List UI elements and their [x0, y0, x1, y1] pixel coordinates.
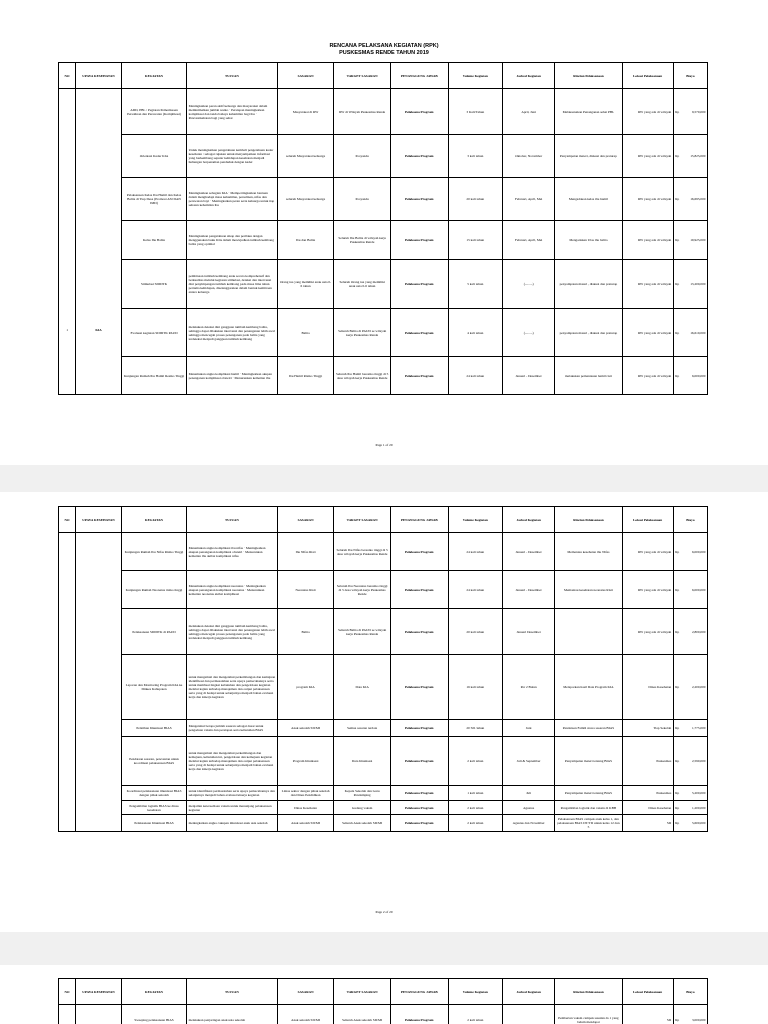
cell-biaya — [673, 221, 707, 260]
cell-target: Posyandu — [334, 178, 391, 221]
cell-kegiatan: Laporan dan Monitoring Program KIA ke Dinkes Kabupaten — [121, 655, 186, 720]
amount: 2,200,000 — [691, 685, 706, 689]
currency-label: Rp — [675, 685, 680, 689]
cell-tujuan: melakukan deteksi dini gangguan tumbuh kembang balita, sehingga dapat dilakukan intervensi dan penanganan lebih awal sehingga mencegah proses penanganan pada balita yang terdeteksi menjadi gangguan tumbuh kembang — [187, 609, 278, 655]
cell-volume: 3 Kali/Tahun — [448, 89, 502, 135]
cell-pj: Pelaksana Program — [390, 89, 448, 135]
biaya-value — [675, 238, 705, 242]
cell-biaya — [673, 260, 707, 309]
cell-sasaran: seluruh Masyarakat keluarga — [277, 135, 334, 178]
cell-pj: Pelaksana Program — [390, 357, 448, 395]
cell-lokasi: Tiap Sekolah — [622, 720, 673, 737]
cell-jadwal: Agustus — [503, 801, 555, 815]
rpk-table-page-1 — [58, 62, 708, 395]
cell-volume: 24 kali tahun — [448, 571, 502, 609]
table-row — [59, 357, 708, 395]
biaya-value — [675, 806, 705, 810]
currency-label: Rp — [675, 805, 680, 810]
table-row — [59, 135, 708, 178]
table-row — [59, 655, 708, 720]
table-row — [59, 533, 708, 571]
cell-sasaran: Masyarakat di RW — [277, 89, 334, 135]
amount: 6,000,000 — [691, 587, 706, 592]
biaya-value — [675, 588, 705, 592]
cell-sasaran: Ibu Nifas Risti — [277, 533, 334, 571]
currency-label: Rp — [675, 373, 680, 378]
title-line-2: PUSKESMAS RENDE TAHUN 2019 — [339, 49, 429, 56]
cell-target: Kepala Sekolah dan Guru Pendamping — [334, 786, 391, 801]
table-row — [59, 786, 708, 801]
page-separator — [0, 932, 768, 965]
cell-lokasi: Dinas Kesehatan — [622, 801, 673, 815]
header-biaya: Biaya — [673, 979, 707, 1005]
cell-target: Seluruh Balita di PAUD se wilayah kerja Puskesmas Rende — [334, 609, 391, 655]
cell-jadwal: Januari - Desember — [503, 357, 555, 395]
cell-rincian: Mengadakan Ulas ibu balita — [555, 221, 622, 260]
cell-sasaran: Anak sekolah SD/MI — [277, 1005, 334, 1024]
cell-pj: Pelaksana Program — [390, 135, 448, 178]
header-jadwal: Jadwal Kegiatan — [503, 507, 555, 533]
header-upaya: UPAYA KESEHATAN — [76, 507, 122, 533]
cell-rincian: Penyampaian materi tentang BIAS — [555, 786, 622, 801]
cell-jadwal: Agustus dan November — [503, 815, 555, 832]
cell-volume: 20 SD /tahun — [448, 720, 502, 737]
cell-target: Data Imunisasi — [334, 737, 391, 786]
currency-label: Rp — [675, 282, 680, 286]
cell-sasaran: Program Imunisasi — [277, 737, 334, 786]
currency-label: Rp — [675, 1017, 680, 1022]
cell-jadwal: Januari - Desember — [503, 571, 555, 609]
cell-tujuan: Menemukan angka komplikasi hamil · Meningkatkan akupan penanganan komplikasi obstetri · Menurunkan kematian ibu — [187, 357, 278, 395]
cell-pj: Pelaksana Program — [390, 786, 448, 801]
cell-tujuan: pembinaan tumbuh kembang anak secara komprehensif dan berkualitas melalui kegiatan stimulasi, deteksi dan intervensi dini penyimpangan tumbuh kembang pada masa lima tahun pertama kehidupan, diselenggarakan dalam bentuk kemitraan antara keluarga — [187, 260, 278, 309]
rpk-table-page-3 — [58, 978, 708, 1024]
biaya-value — [675, 821, 705, 825]
cell-biaya — [673, 720, 707, 737]
cell-tujuan: Meningkatkan peran aktif keluarga dan masyarakat dalam meminimalkan jumlah resiko · Persiapan meningkatkan komplikasi dan tanda bahaya kehamilan bagi ibu · Pencatatkehatan bagi yang sehat — [187, 89, 278, 135]
header-pj: PENANGGUNG JAWAB — [390, 63, 448, 89]
table-row — [59, 260, 708, 309]
cell-rincian: Memantau kesehatan neonatus Risti — [555, 571, 622, 609]
cell-jadwal: Per 2 Bulan — [503, 655, 555, 720]
header-biaya: Biaya — [673, 63, 707, 89]
cell-pj: Pelaksana Program — [390, 801, 448, 815]
cell-sasaran: program KIA — [277, 655, 334, 720]
cell-target: Gudang vaksin — [334, 801, 391, 815]
cell-lokasi: RW yang ada di wilayah — [622, 357, 673, 395]
page-separator — [0, 465, 768, 492]
cell-jadwal: Januari Desember — [503, 609, 555, 655]
cell-kegiatan: Stimulasi SDIDTK — [121, 260, 186, 309]
cell-target: Data KIA — [334, 655, 391, 720]
cell-no — [59, 533, 76, 832]
cell-rincian: Pemberian vaksin campak susulan ds 1 yang belum mendapat — [555, 1005, 622, 1024]
cell-biaya — [673, 357, 707, 395]
header-lokasi: Lokasi Pelaksanaan — [622, 979, 673, 1005]
cell-volume: 24 kali tahun — [448, 357, 502, 395]
cell-lokasi: Puskesmas — [622, 737, 673, 786]
document-page-3 — [0, 965, 768, 1024]
cell-pj: Pelaksana Program — [390, 571, 448, 609]
cell-upaya: KIA — [76, 89, 122, 395]
cell-sasaran: Neonatus Risti — [277, 571, 334, 609]
cell-volume: 2 kali tahun — [448, 737, 502, 786]
cell-jadwal: Juli & September — [503, 737, 555, 786]
cell-kegiatan: ADD, PBL / Pegiatan Pemeriksaan Persalinan dan Perawatan (Komplikasi) — [121, 89, 186, 135]
header-upaya: UPAYA KESEHATAN — [76, 979, 122, 1005]
currency-label: Rp — [675, 759, 680, 763]
header-tujuan: TUJUAN — [187, 507, 278, 533]
cell-target: Seluruh Ibu Hamil beresiko tinggi di 5 desa wilayah kerja Puskesmas Rende — [334, 357, 391, 395]
cell-upaya — [76, 533, 122, 832]
header-rincian: Rincian Pelaksanaan — [555, 507, 622, 533]
table-row — [59, 89, 708, 135]
biaya-value — [675, 759, 705, 763]
page-footer: Page 2 of 20 — [375, 910, 393, 914]
currency-label: Rp — [675, 549, 680, 554]
header-volume: Volume Kegiatan — [448, 507, 502, 533]
cell-tujuan: melakukan deteksi dini gangguan tumbuh kembang balita, sehingga dapat dilakukan intervensi dan penanganan lebih awal sehingga mencegah proses penanganan pada balita yang terdeteksi menjadi gangguan tumbuh kembang — [187, 309, 278, 357]
cell-pj: Pelaksana Program — [390, 260, 448, 309]
cell-target: Semua sasaran terdata — [334, 720, 391, 737]
cell-rincian: Pengambilan logistik dan vaksin di KBB — [555, 801, 622, 815]
rpk-table-page-2 — [58, 506, 708, 832]
header-sasaran: SASARAN — [277, 979, 334, 1005]
amount: 5,600,000 — [691, 821, 706, 825]
cell-pj: Pelaksana Program — [390, 815, 448, 832]
cell-sasaran: Lintas sektor dengan pihak sekolah dan Dinas Pendidikan — [277, 786, 334, 801]
cell-target: Posyandu — [334, 135, 391, 178]
header-tujuan: TUJUAN — [187, 63, 278, 89]
cell-biaya — [673, 786, 707, 801]
cell-rincian — [555, 609, 622, 655]
cell-rincian: Pendataan Famili siswa sasaran BIAS — [555, 720, 622, 737]
cell-lokasi: RW yang ada di wilayah — [622, 609, 673, 655]
cell-tujuan: Untuk meningkatkan pengetahuan kembali pengetahuan kader kesehatan : sebagai rujukan untuk menyampaikan informasi yang berkembang seputar kehidupan kesehatan menjadi hubungan berpenaman penduduk dengan kader — [187, 135, 278, 178]
table-row — [59, 1005, 708, 1024]
cell-rincian: Melaksanakan Penanganan sehat PBL — [555, 89, 622, 135]
currency-label: Rp — [675, 791, 680, 795]
cell-pj: Pelaksana Program — [390, 1005, 448, 1024]
cell-jadwal: Juni — [503, 720, 555, 737]
cell-sasaran: Orang tua yang memiliki anak usia 0-6 tahun — [277, 260, 334, 309]
cell-biaya — [673, 609, 707, 655]
cell-tujuan: meningkatkan angka cakupan imunisasi anak usia sekolah — [187, 815, 278, 832]
table-row — [59, 221, 708, 260]
amount: 16,695,000 — [690, 197, 706, 201]
currency-label: Rp — [675, 330, 680, 335]
cell-tujuan: untuk identifikasi permasalahan serta upaya pemecahannya dan selanjutnya menjadi bahan evaluasi kinerja kegiatan — [187, 786, 278, 801]
amount: 6,000,000 — [691, 549, 706, 554]
cell-sasaran: Ibu dan Balita — [277, 221, 334, 260]
cell-pj: Pelaksana Program — [390, 655, 448, 720]
cell-rincian: Pelaksanaan BIAS campak anak kelas 1, dan pelaksanaan BIAS DT/TD untuk kelas 12 dan 5 — [555, 815, 622, 832]
cell-lokasi: RW yang ada di wilayah — [622, 260, 673, 309]
cell-rincian: Melaporkan hasil Data Program KIA — [555, 655, 622, 720]
cell-pj: Pelaksana Program — [390, 737, 448, 786]
table-row — [59, 815, 708, 832]
cell-tujuan: Menemukan angka komplikasi neonatus · Meningkatkan akupan penanganan komplikasi neonatus · Menurunkan kematian neonatus akibat komplikasi — [187, 571, 278, 609]
biaya-value — [675, 726, 705, 730]
cell-jadwal: Oktober, November — [503, 135, 555, 178]
cell-rincian: penyampaian materi , diskusi dan praturap — [555, 309, 622, 357]
cell-tujuan: Menemukan angka komplikasi ibu nifas · Meningkatkan akupan penanganan komplikasi obstetri · Menurunkan kematian ibu akibat komplikasi nifas — [187, 533, 278, 571]
cell-sasaran: Balita — [277, 309, 334, 357]
header-volume: Volume Kegiatan — [448, 63, 502, 89]
cell-lokasi: RW yang ada di wilayah — [622, 135, 673, 178]
cell-kegiatan: Koordinasi pelaksanaan imunisasi BIAS dengan pihak sekolah — [121, 786, 186, 801]
table-header-row — [59, 63, 708, 89]
cell-sasaran: Balita — [277, 609, 334, 655]
currency-label: Rp — [675, 197, 680, 201]
cell-biaya — [673, 89, 707, 135]
cell-target: Seluruh Ibu Balita di wilayah kerja Puskesmas Rende — [334, 221, 391, 260]
cell-volume: 4 kali tahun — [448, 309, 502, 357]
cell-volume: 2 kali tahun — [448, 801, 502, 815]
cell-rincian: Mengadakan kelas ibu hamil — [555, 178, 622, 221]
cell-biaya — [673, 178, 707, 221]
biaya-value — [675, 197, 705, 201]
page-footer: Page 1 of 20 — [375, 443, 393, 447]
cell-volume: 2 kali tahun — [448, 815, 502, 832]
cell-lokasi: RW yang ada di wilayah — [622, 309, 673, 357]
table-row — [59, 309, 708, 357]
table-header-row — [59, 979, 708, 1005]
amount: 9,570,000 — [691, 109, 706, 114]
biaya-value — [675, 685, 705, 689]
cell-kegiatan: Pengambilan logistik BIAS ke dinas kesehatan — [121, 801, 186, 815]
header-pj: PENANGGUNG JAWAB — [390, 979, 448, 1005]
cell-rincian: melakukan pemantauan hamil risti — [555, 357, 622, 395]
amount: 1,775,000 — [691, 726, 706, 730]
amount: 6,000,000 — [691, 373, 706, 378]
cell-lokasi: RW yang ada di wilayah — [622, 221, 673, 260]
cell-jadwal: April, Juni — [503, 89, 555, 135]
cell-jadwal: Februari, April, Mei — [503, 221, 555, 260]
cell-lokasi: RW yang ada di wilayah — [622, 533, 673, 571]
biaya-value — [675, 110, 705, 114]
cell-volume: 20 kali tahun — [448, 178, 502, 221]
cell-biaya — [673, 135, 707, 178]
cell-tujuan: untuk mengamati dan mengetahui perkembangan dan kemajuan, kebutuhan ini, pengelolaan dan kemajuan kegiatan melalui kajian terhadap manajemen dan output pelaksanaan serta yang di hadapi untuk selanjutnya menjadi bahan evaluasi kerja dan kinerja kegiatan — [187, 737, 278, 786]
header-kegiatan: KEGIATAN — [121, 507, 186, 533]
title-line-1: RENCANA PELAKSANA KEGIATAN (RPK) — [329, 43, 439, 49]
header-no: NO — [59, 979, 76, 1005]
cell-rincian: Memantau kesehatan ibu Nifas — [555, 533, 622, 571]
cell-pj: Pelaksana Program — [390, 720, 448, 737]
cell-jadwal: Januari - Desember — [503, 533, 555, 571]
cell-sasaran: seluruh Masyarakat keluarga — [277, 178, 334, 221]
currency-label: Rp — [675, 238, 680, 242]
currency-label: Rp — [675, 587, 680, 592]
cell-jadwal: (.........) — [503, 309, 555, 357]
document-page-2 — [0, 492, 768, 932]
cell-kegiatan: Pelaksanaan Kelas Ibu Hamil dan Kelas Balita di Tiap Desa (Promosi ASI DAN IMD) — [121, 178, 186, 221]
table-header-row — [59, 507, 708, 533]
cell-rincian: Penyampaian materi, diskusi dan praturap — [555, 135, 622, 178]
cell-volume: 15 kali tahun — [448, 221, 502, 260]
header-pj: PENANGGUNG JAWAB — [390, 507, 448, 533]
header-jadwal: Jadwal Kegiatan — [503, 979, 555, 1005]
header-upaya: UPAYA KESEHATAN — [76, 63, 122, 89]
amount: 5,200,000 — [691, 791, 706, 795]
amount: 16,610,000 — [690, 330, 706, 335]
cell-kegiatan: Kunjungan Rumah Ibu Hamil Resiko Tinggi — [121, 357, 186, 395]
header-target: TARGET SASARAN — [334, 507, 391, 533]
cell-target: Seluruh Ibu Nifas beresiko tinggi di 5 desa wilayah kerja Puskesmas Rende — [334, 533, 391, 571]
cell-volume: 24 kali tahun — [448, 533, 502, 571]
cell-pj: Pelaksana Program — [390, 221, 448, 260]
cell-kegiatan: Pelaksanaan SDIDTK di PAUD — [121, 609, 186, 655]
cell-target: Seluruh Anak sekolah SD/MI — [334, 1005, 391, 1024]
biaya-value — [675, 331, 705, 335]
amount: 2,800,000 — [691, 629, 706, 634]
currency-label: Rp — [675, 154, 680, 158]
cell-lokasi: SD — [622, 815, 673, 832]
header-target: TARGET SASARAN — [334, 979, 391, 1005]
cell-lokasi: RW yang ada di wilayah — [622, 571, 673, 609]
table-row — [59, 737, 708, 786]
cell-tujuan: Meningkatkan sebagian KIA · Mempertingkatkan bantuan dalam menghadapi masa kehamilan, persalinan, nifas dan perawatan bayi · Meningkatkan peran serta keluarga untuk tiap sehatan kehamilan ibu — [187, 178, 278, 221]
header-no: NO — [59, 507, 76, 533]
biaya-value — [675, 630, 705, 634]
cell-tujuan: untuk mengamati dan mengetahui perkembangan dan kemajuan identifikasi dan permasalahan serta upaya pemecahannya serta untuk membuat tingkat kebutuhan dan pengelolaan kegiatan melalui kajian terhadap manajemen dan output pelaksanaan serta yang di hadapi untuk selanjutnya menjadi bahan evaluasi kerja dan kinerja kegiatan — [187, 655, 278, 720]
cell-target: Seluruh Orang tua yang memiliki anak usia 0-6 tahun — [334, 260, 391, 309]
amount: 3,000,000 — [691, 1017, 706, 1022]
cell-sasaran: Dinas Kesehatan — [277, 801, 334, 815]
cell-tujuan: melakukan penjaringan anak usia sekolah — [187, 1005, 278, 1024]
document-page-1 — [0, 0, 768, 465]
cell-target: Seluruh Ibu Neonatus beresiko tinggi di 5 desa wilayah kerja Puskesmas Rende — [334, 571, 391, 609]
header-kegiatan: KEGIATAN — [121, 979, 186, 1005]
cell-kegiatan: Evaluasi kegiatan SDIDTK PAUD — [121, 309, 186, 357]
cell-jadwal: Februari, April, Mei — [503, 178, 555, 221]
cell-pj: Pelaksana Program — [390, 533, 448, 571]
cell-volume: 1 kali tahun — [448, 786, 502, 801]
cell-jadwal: (.........) — [503, 260, 555, 309]
biaya-value — [675, 282, 705, 286]
biaya-value — [675, 374, 705, 378]
biaya-value — [675, 791, 705, 795]
header-kegiatan: KEGIATAN — [121, 63, 186, 89]
table-row — [59, 720, 708, 737]
header-rincian: Rincian Pelaksanaan — [555, 979, 622, 1005]
cell-no — [59, 1005, 76, 1024]
amount: 15,825,000 — [690, 154, 706, 158]
cell-tujuan: Meningkatkan pengetahuan sikap dan perilaku dengan menggunakan buku KIA dalam mewujudkan tumbuh kembang balita yang optimal — [187, 221, 278, 260]
cell-rincian: penyampaian materi , diskusi dan praturap — [555, 260, 622, 309]
header-no: NO — [59, 63, 76, 89]
cell-volume: 2 kali tahun — [448, 1005, 502, 1024]
cell-volume: 5 kali tahun — [448, 260, 502, 309]
cell-lokasi: Dinas Kesehatan — [622, 655, 673, 720]
currency-label: Rp — [675, 726, 680, 730]
amount: 19,925,000 — [690, 238, 706, 242]
header-target: TARGET SASARAN — [334, 63, 391, 89]
biaya-value — [675, 154, 705, 158]
amount: 13,200,000 — [690, 282, 706, 286]
cell-target: RW di Wilayah Puskesmas Rende — [334, 89, 391, 135]
cell-volume: 20 kali tahun — [448, 609, 502, 655]
header-biaya: Biaya — [673, 507, 707, 533]
cell-kegiatan: Pendataan sasaran, pencatatan untuk koordinasi pelaksanaan BIAS — [121, 737, 186, 786]
table-row — [59, 571, 708, 609]
header-sasaran: SASARAN — [277, 63, 334, 89]
cell-biaya — [673, 655, 707, 720]
header-tujuan: TUJUAN — [187, 979, 278, 1005]
cell-kegiatan: Kunjungan Rumah Ibu Nifas Risiko Tinggi — [121, 533, 186, 571]
biaya-value — [675, 1018, 705, 1022]
cell-kegiatan: Kunjungan Rumah Neonatus risiko tinggi — [121, 571, 186, 609]
cell-pj: Pelaksana Program — [390, 178, 448, 221]
cell-sasaran: Anak sekolah SD/MI — [277, 815, 334, 832]
cell-tujuan: menjamin ketersediaan vaksin untuk menunjang pelaksanaan kegiatan — [187, 801, 278, 815]
cell-jadwal — [503, 1005, 555, 1024]
cell-lokasi: RW yang ada di wilayah — [622, 89, 673, 135]
cell-pj: Pelaksana Program — [390, 609, 448, 655]
cell-biaya — [673, 815, 707, 832]
biaya-value — [675, 550, 705, 554]
cell-sasaran: Ibu Hamil Risiko Tinggi — [277, 357, 334, 395]
cell-jadwal: Juli — [503, 786, 555, 801]
cell-kegiatan: Orientasi Kader KIA — [121, 135, 186, 178]
cell-target: Seluruh Balita di PAUD se wilayah kerja Puskesmas Rende — [334, 309, 391, 357]
header-sasaran: SASARAN — [277, 507, 334, 533]
cell-tujuan: Mengetahui berapa jumlah sasaran sebagai dasar untuk pengadaan vaksin dan persiapan serta kebutuhan BIAS — [187, 720, 278, 737]
header-volume: Volume Kegiatan — [448, 979, 502, 1005]
header-jadwal: Jadwal Kegiatan — [503, 63, 555, 89]
amount: 2,590,000 — [691, 759, 706, 763]
header-lokasi: Lokasi Pelaksanaan — [622, 63, 673, 89]
cell-no: 1 — [59, 89, 76, 395]
cell-pj: Pelaksana Program — [390, 309, 448, 357]
cell-lokasi: RW yang ada di wilayah — [622, 178, 673, 221]
table-row — [59, 178, 708, 221]
cell-kegiatan: Pelatihan Imunisasi BIAS — [121, 720, 186, 737]
currency-label: Rp — [675, 821, 680, 825]
document-title — [0, 43, 768, 56]
cell-biaya — [673, 1005, 707, 1024]
cell-biaya — [673, 737, 707, 786]
amount: 1,200,000 — [691, 805, 706, 810]
cell-biaya — [673, 533, 707, 571]
cell-target: Seluruh Anak sekolah SD/MI — [334, 815, 391, 832]
cell-sasaran: Anak sekolah SD/MI — [277, 720, 334, 737]
table-row — [59, 801, 708, 815]
cell-rincian: Penyampaian materi tentang BIAS — [555, 737, 622, 786]
currency-label: Rp — [675, 629, 680, 634]
currency-label: Rp — [675, 109, 680, 114]
cell-kegiatan: Sweeping pelaksanaan BIAS — [121, 1005, 186, 1024]
cell-kegiatan: Pelaksanaan Imunisasi BIAS — [121, 815, 186, 832]
cell-biaya — [673, 309, 707, 357]
cell-volume: 3 kali tahun — [448, 135, 502, 178]
cell-biaya — [673, 801, 707, 815]
header-lokasi: Lokasi Pelaksanaan — [622, 507, 673, 533]
cell-kegiatan: Kelas Ibu Balita — [121, 221, 186, 260]
cell-volume: 16 kali tahun — [448, 655, 502, 720]
table-row — [59, 609, 708, 655]
cell-lokasi: Puskesmas — [622, 786, 673, 801]
cell-lokasi: SD — [622, 1005, 673, 1024]
cell-upaya — [76, 1005, 122, 1024]
header-rincian: Rincian Pelaksanaan — [555, 63, 622, 89]
cell-biaya — [673, 571, 707, 609]
